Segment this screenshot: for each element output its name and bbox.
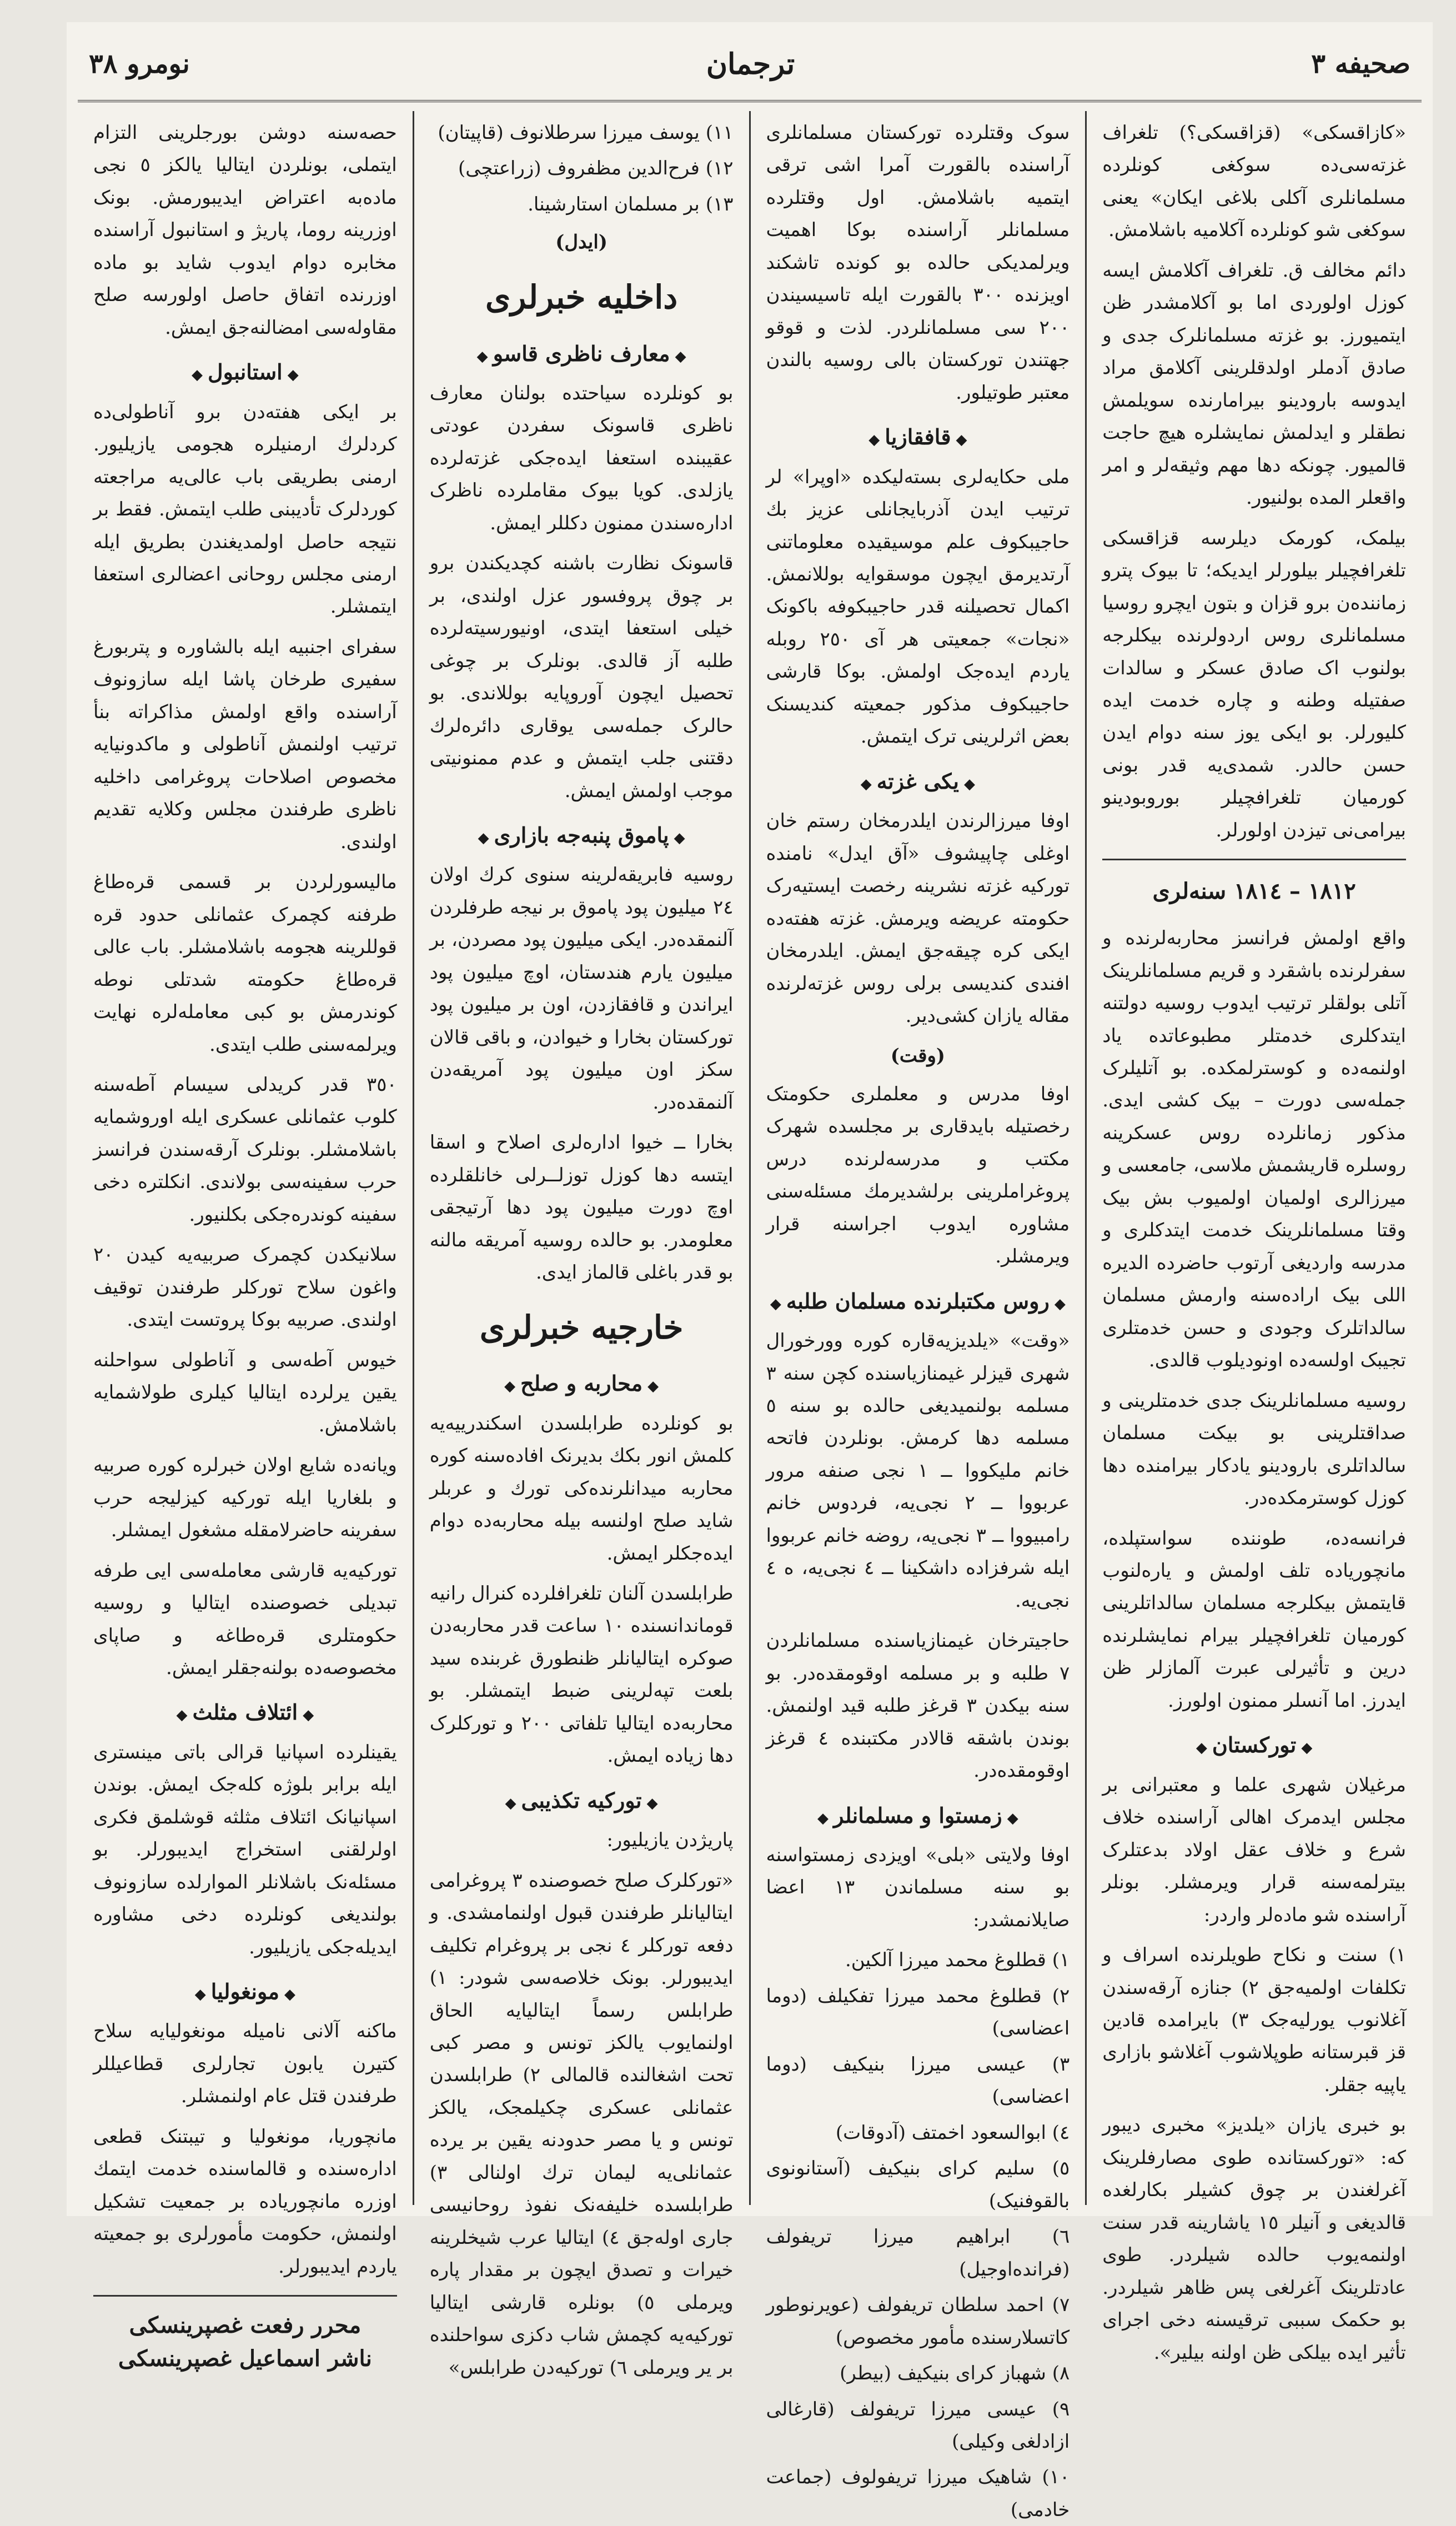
article-paragraph: اوفا مدرس و معلملری حکومتک رخصتیله بایدقاری بر مجلسده شهرک مکتب و مدرسه‌لرنده درس پروغراملرینی برلشدیرمك مسئله‌سنی مشاوره ایدوب اجراسنه قرار ویرمشلر. bbox=[766, 1082, 1070, 1268]
source-sign: (وقت) bbox=[890, 1045, 945, 1067]
section-subheading: ◆ معارف ناظری قاسو ◆ bbox=[430, 335, 734, 372]
columns bbox=[78, 111, 1422, 2521]
article-paragraph: «کازاقسکی» (قزاقسکی؟) تلغراف غزته‌سی‌ده سوکغی کونلرده مسلمانلری آکلی بلاغی ایکان» یعنی سوکغی شو کونلرده آکلامیه باشلامش. bbox=[1102, 122, 1406, 242]
issue-number: نومرو ٣٨ bbox=[89, 48, 190, 79]
article-paragraph: خیوس آطه‌سی و آناطولی سواحلنه یقین یرلرده ایتالیا کیلری طولاشمایه باشلامش. bbox=[93, 1349, 397, 1436]
article-paragraph: پاریژدن یازیلیور: bbox=[606, 1829, 734, 1852]
article-paragraph: «وقت» «یلدیزیه‌قاره کوره وورخورال شهری قیزلر غیمنازیاسنده کچن سنه ٣ مسلمه بولنمیدیغی حالده بو سنه ٥ مسلمه دها کرمش. بونلردن فاتحه خانم ملیکووا ــ ١ نجی صنفه مرور عربووا ــ ٢ نجی‌یه، فردوس خانم رامبیووا ــ ٣ نجی‌یه، روضه خانم عربووا ایله شرفزاده داشکینا ــ ٤ نجی‌یه، ه ٤ نجی‌یه. bbox=[766, 1330, 1070, 1612]
article-paragraph: ماکنه آلانی نامیله مونغولیایه سلاح کتیرن یابون تجارلری قطاعیللر طرفندن قتل عام اولنمشلر. bbox=[93, 2020, 397, 2108]
article-paragraph: مرغیلان شهری علما و معتبرانی بر مجلس ایدمرک اهالی آراسنده خلاف شرع و خلاف عقل اولاد بدعتلرک بیترلمه‌سنه قرار ویرمشلر. بونلر آراسنده شو ماده‌لر واردر: bbox=[1102, 1773, 1406, 1926]
article-paragraph: ملی حکایه‌لری بستەلیکده «اوپرا» لر ترتیب ایدن آذربایجانلی عزیز بك حاجیبکوف علم موسیقیده معلوماتنی آرتدیرمق ایچون موسقوایه بوللانمش. اکمال تحصیلنه قدر حاجیبکوفه باکونک «نجات» جمعیتی هر آی ٢٥٠ روبله یاردم ایده‌جک اولمش. بوکا قارشی حاجیبکوف مذکور جمعیته کندیسنک بعض اثرلرینی ترک ایتمش. bbox=[766, 465, 1070, 748]
article-paragraph: سوک وقتلرده توركستان مسلمانلری آراسنده بالقورت آمرا اشی ترقی ایتمیه باشلامش. اول وقتلرده مسلمانلر آراسنده بوکا اهمیت ویرلمدیکی حالده بو کونده تاشکند اویزنده ٣٠٠ بالقورت ایله تاسیسیندن ٢٠٠ سی مسلمانلردر. لذت و قوقو جهتندن توركستان بالی روسیه بالندن معتبر طوتیلور. bbox=[766, 122, 1070, 404]
masthead bbox=[67, 33, 1433, 94]
article-paragraph: ٣٥٠ قدر کریدلی سیسام آطه‌سنه کلوب عثمانلی عسکری ایله اوروشمایه باشلامشلر. بونلرک آرقه‌سندن فرانسز حرب سفینه‌سی بولاندی. انکلتره دخی سفینه کوندره‌جکی بکلنیور. bbox=[93, 1074, 397, 1226]
article-paragraph: «توركلرک صلح خصوصنده ٣ پروغرامی ایتالیانلر طرفندن قبول اولنمامشدی. و دفعه توركلر ٤ نجی بر پروغرام تکلیف ایدیبورلر. بونک خلاصه‌سی شودر: ١) طرابلس رسماً ایتالیایه الحاق اولنمایوب یالکز تونس و مصر کبی تحت اشغالنده قالمالی ٢) طرابلسدن عثمانلی عسکری چکیلمجک، یالکز تونس و یا مصر حدودنه یقین بر یرده عثمانلی‌یه لیمان ترك اولنالی ٣) طرابلسده خلیفه‌نک نفوذ روحانیسی جاری اوله‌جق ٤) ایتالیا عرب شیخلرینه خیرات و تصدق ایچون بر مقدار پاره ویرملی ٥) بونلره قارشی ایتالیا توركیه‌یه کچمش شاب دکزی سواحلنده بر یر ویرملی ٦) توركیه‌دن طرابلس» bbox=[429, 1869, 734, 2379]
section-subheading: ◆ توركستان ◆ bbox=[1102, 1727, 1406, 1763]
article-paragraph: بو کونلرده سیاحتده بولنان معارف ناظری قاسونک سفردن عودتی عقیبنده استعفا ایده‌جکی غزته‌لرده یازلدی. کویا بیوک مقاملرده ناظرک ادارەسندن ممنون دکللر ایمش. bbox=[429, 382, 734, 534]
article-paragraph: فرانسه‌ده، طوننده سواستپلده، مانچوریاده تلف اولمش و یارەلنوب قایتمش بیکلرجه مسلمان سالداتلرینی کورمیان تلغرافچیلر بیرام نمایشلرنده درین و تأثیرلی عبرت آلمازلر ظن ایدرز. اما آنسلر ممنون اولورز. bbox=[1102, 1527, 1406, 1712]
list-item: ١٣) بر مسلمان استارشینا. bbox=[528, 193, 734, 215]
column-3 bbox=[414, 111, 751, 2379]
article-paragraph: مانچوریا، مونغولیا و تیبتنک قطعی اداره‌سنده و قالماسنده خدمت ایتمك اوزره مانچوریاده بر جمعیت تشکیل اولنمش، حکومت مأمورلری بو جمعیته یاردم ایدیبورلر. bbox=[93, 2125, 397, 2278]
section-subheading: ◆ ائتلاف مثلث ◆ bbox=[93, 1694, 397, 1730]
masthead-rule bbox=[78, 100, 1422, 102]
list-item: ٩) عیسی میرزا تریفولف (قارغالی ازادلغی وکیلی) bbox=[766, 2398, 1070, 2453]
article-paragraph: قاسونک نظارت باشنه کچدیکندن برو بر چوق پروفسور عزل اولندی، بر خیلی استعفا ایتدی، اونیورسیته‌لرده طلبه آز قالدی. بونلرک بر چوغی تحصیل ایچون آوروپایه بوللاندی. بو حالرک جمله‌سی یوقاری دائره‌لرك دقتنی جلب ایتمش و عدم ممنونیتی موجب اولمش ایمش. bbox=[429, 552, 734, 802]
article-paragraph: سلانیکدن کچمرک صربیه‌یه کیدن ٢٠ واغون سلاح توركلر طرفندن توقیف اولندی. صربیه بوکا پروتست ایتدی. bbox=[93, 1244, 397, 1331]
article-paragraph: یقینلرده اسپانیا قرالی باتی مینستری ایله برابر بلوژه کله‌جک ایمش. بوندن اسپانیانک ائتلاف مثلثه قوشلمق فکری اولرلقنی استخراج ایدیبورلر. بو مسئله‌نک باشلانلر الموارلده سازونوف بولندیغی کونلرده دخی مشاوره ایدیله‌جکی یازیلیور. bbox=[93, 1741, 397, 1958]
column-1 bbox=[1087, 111, 1422, 2364]
article-paragraph: مالیسورلردن بر قسمی قره‌طاغ طرفنه کچمرک عثمانلی حدود قره قوللرینه هجومه باشلامشلر. باب عالی قره‌طاغ حکومته شدتلی نوطه کوندرمش بو کبی معامله‌لره نهایت ویرلمه‌سنی طلب ایتدی. bbox=[93, 871, 397, 1056]
list-item: ١) قطلوغ محمد میرزا آلکین. bbox=[845, 1949, 1070, 1972]
article-paragraph: بو کونلرده طرابلسدن اسکندرییه‌یه کلمش انور بکك بدیرنک افاده‌سنه کوره محاربه میدانلرنده‌کی تورك و عربلر شاید صلح اولنسه بیله محاربه‌ده دوام ایده‌جکلر ایمش. bbox=[429, 1412, 734, 1565]
source-sign: (ایدل) bbox=[555, 231, 607, 254]
article-paragraph: طرابلسدن آلنان تلغرافلرده کنرال رانیه قوماندانسنده ١٠ ساعت قدر محاربه‌دن صوکره ایتالیانلر ظنطورق غربنده سید بلعت تپه‌لرینی ضبط ایتمشلر. بو محاربه‌ده ایتالیا تلفاتی ٢٠٠ و توركلرک دها زیاده ایمش. bbox=[429, 1582, 734, 1767]
article-paragraph: بخارا ــ خیوا ادارەلری اصلاح و اسقا ایتسه دها کوزل توزلــرلی خانلقلرده اوچ دورت میلیون پود دها آرتیجقی معلومدر. بو حالده روسیه آمریقه مالنه بو قدر باغلی قالماز ایدی. bbox=[429, 1131, 734, 1284]
section-subheading: ◆ قافقازیا ◆ bbox=[766, 419, 1070, 455]
article-paragraph: سفرای اجنبیه ایله بالشاوره و پتربورغ سفیری طرخان پاشا ایله سازونوف آراسنده واقع اولمش مذاکراته بنأ ترتیب اولنمش آناطولی و ماکدونیایه مخصوص اصلاحات پروغرامی داخلیه ناظری طرفندن مجلس وکلایه تقدیم اولندی. bbox=[93, 635, 397, 853]
column-2 bbox=[751, 111, 1087, 2521]
column-4 bbox=[78, 111, 414, 2372]
article-paragraph: حصه‌سنه دوشن بورجلرینی التزام ایتملی، بونلردن ایتالیا یالکز ٥ نجی ماده‌به اعتراض ایدیبورمش. بونک اوزرینه روما، پاریژ و استانبول آراسنده مخابره دوام ایدوب شاید بو ماده اوزرنده اتفاق حاصل اولورسه صلح مقاوله‌سی امضالنه‌جق ایمش. bbox=[93, 122, 397, 339]
article-paragraph: اوفا ولایتی «بلی» اویزدی زمستواسنه بو سنه مسلماندن ١٣ اعضا صایلانمشدر: bbox=[766, 1844, 1070, 1931]
section-subheading: ◆ مونغولیا ◆ bbox=[93, 1973, 397, 2009]
article-paragraph: روسیه مسلمانلرینک جدی خدمتلرینی و صداقتلرینی بو بیکت مسلمان سالداتلری بارودینو یادکار بیرامنده دها کوزل کوسترمکده‌در. bbox=[1102, 1389, 1406, 1510]
article-paragraph: بر ایکی هفته‌دن برو آناطولی‌ده کردلرك ارمنیلره هجومی یازیلیور. ارمنی بطریقی باب عالی‌یه مراجعته کوردلرک تأدیبنی طلب ایتمش. فقط بر نتیجه حاصل اولمدیغندن بطریق ایله ارمنی مجلس روحانی اعضالری استعفا ایتمشلر. bbox=[93, 400, 397, 618]
list-item: ١) سنت و نکاح طویلرنده اسراف و تکلفات اولمیه‌جق ٢) جنازه آرقه‌سندن آغلانوب یورلیه‌جک ٣) بایرامده قادین قز قبرستانه طوپلاشوب آغلاشو بازاری یاپیه جقلر. bbox=[1102, 1944, 1407, 2096]
list-item: ١٢) فرح‌الدین مظفروف (زراعتچی) bbox=[458, 157, 734, 180]
list-item: ٣) عیسی میرزا بنیکیف (دوما اعضاسی) bbox=[766, 2053, 1070, 2108]
section-heading: داخلیه خبرلری bbox=[485, 278, 678, 316]
section-subheading: ◆ روس مکتبلرنده مسلمان طلبه ◆ bbox=[766, 1283, 1070, 1319]
editor-signature: محرر رفعت غصپرینسکی bbox=[129, 2312, 362, 2339]
section-subheading: ◆ استانبول ◆ bbox=[93, 354, 397, 390]
year-heading: ١٨١٢ – ١٨١٤ سنه‌لری bbox=[1152, 878, 1356, 905]
section-subheading: ◆ محاربه و صلح ◆ bbox=[430, 1365, 734, 1401]
article-paragraph: ویانه‌ده شایع اولان خبرلره کوره صربیه و بلغاریا ایله توركیه کیزلیجه حرب سفرینه حاضرلامقله مشغول ایمشلر. bbox=[93, 1454, 397, 1542]
section-subheading: ◆ زمستوا و مسلمانلر ◆ bbox=[766, 1797, 1070, 1833]
section-heading: خارجیه خبرلری bbox=[479, 1308, 684, 1346]
newspaper-title: ترجمان bbox=[706, 47, 795, 81]
divider bbox=[93, 2295, 397, 2297]
article-paragraph: بیلمک، کورمک دیلرسه قزاقسکی تلغرافچیلر بیلورلر ایدیکه؛ تا بیوک پترو زماننده‌ن برو قزان و بتون ایچرو روسیا مسلمانلری روس اردولرنده بیکلرجه بولنوب اک صادق عسکر و سالدات صفتیله وطنه و چاره خدمت ایده کلیورلر. بو ایکی یوز سنه دوام ایدن حسن حالدر. شمدی‌یه قدر بونی کورمیان تلغرافچیلر بوروبودینو بیرامی‌نی تیزدن اولورلر. bbox=[1102, 527, 1406, 841]
list-item: ٥) سلیم کرای بنیکیف (آستانونوی بالقوفنیک) bbox=[766, 2157, 1070, 2212]
section-subheading: ◆ تورکیه تکذیبی ◆ bbox=[430, 1782, 734, 1818]
list-item: ٨) شهباز کرای بنیکیف (بیطر) bbox=[840, 2362, 1070, 2385]
section-subheading: ◆ پاموق پنبه‌جه بازاری ◆ bbox=[430, 817, 734, 853]
article-paragraph: واقع اولمش فرانسز محاربه‌لرنده و سفرلرنده باشقرد و قریم مسلمانلرینک آتلی بولقلر ترتیب ایدوب روسیه دولتنه ایتدکلری خدمتلر مطبوعاتده یاد اولنمه‌ده و کوسترلمکده. بو آتلیلرک جمله‌سی دورت – بیک کشی ایدی. مذکور زمانلرده روس عسکرینه روسلره قاریشمش ملاسی، جامعسی و میرزالری اولمیان اولمیوب بش بیک وقتا مسلمانلرینک خدمت ایتدکلری و مدرسه واردیغی آرتوب حاضرده الدیره اللی بیک اراده‌سنه وارمش مسلمان سالداتلرک وجودی و حسن خدمتلری تجیبک اولسه‌ده اونودیلوب قالدی. bbox=[1102, 927, 1406, 1372]
page-number: صحیفه ٣ bbox=[1311, 48, 1410, 79]
divider bbox=[1102, 859, 1406, 860]
list-item: ٧) احمد سلطان تریفولف (عویرنوطور کاتسلارسنده مأمور مخصوص) bbox=[766, 2294, 1070, 2349]
article-paragraph: روسیه فابریقه‌لرینه سنوی کرك اولان ٢٤ میلیون پود پاموق بر نیجه طرفلردن آلنمقده‌در. ایکی میلیون پود مصردن، بر میلیون یارم هندستان، اوچ میلیون پود ایراندن و قافقازدن، اون بر میلیون پود توركستان بخارا و خیوادن، و باقی قالان سکز اون میلیون پود آمریقه‌دن آلنمقده‌در. bbox=[429, 864, 734, 1114]
article-paragraph: توركیه‌یه قارشی معامله‌سی ایی طرفه تبدیلی خصوصنده ایتالیا و روسیه حکومتلری قره‌طاغه و صاپای مخصوصه‌ده بولنه‌جقلر ایمش. bbox=[93, 1559, 397, 1679]
publisher-signature: ناشر اسماعیل غصپرینسکی bbox=[118, 2345, 372, 2372]
newspaper-page bbox=[67, 22, 1433, 2521]
list-item: ٢) قطلوغ محمد میرزا تفکیلف (دوما اعضاسی) bbox=[766, 1984, 1070, 2040]
list-item: ٦) ابراهیم میرزا تریفولف (فرانده‌اوجیل) bbox=[766, 2226, 1070, 2281]
article-paragraph: بو خبری یازان «یلدیز» مخبری دیبور که: «توركستانده طوی مصارفلرینک آغرلغندن بر چوق کشیلر بکارلغده قالدیغی و آنیلر ١٥ یاشارینه قدر سنت اولنمه‌یوب حالده شیلردر. طوی عادتلرینک آغرلغی پس ظاهر شیلردر. بو حکمک سببی ترقیسنه دخی اجرای تأثیر ایده بیلکی ظن اولنه بیلیر». bbox=[1102, 2114, 1406, 2364]
article-paragraph: حاجیترخان غیمنازیاسنده مسلمانلردن ٧ طلبه و بر مسلمه اوقومقده‌در. بو سنه بیکدن ٣ قرغز طلبه قید اولنمش. بوندن باشقه قالادر مکتبنده ٤ قرغز اوقومقده‌در. bbox=[766, 1630, 1070, 1782]
list-item: ١١) یوسف میرزا سرطلانوف (قاپیتان) bbox=[438, 122, 734, 144]
article-paragraph: اوفا میرزالرندن ایلدرمخان رستم خان اوغلی چاپیشوف «آق ایدل» نامنده توركیه غزته نشرینه رخصت ایستیەرک حکومته عریضه ویرمش. غزته هفته‌ده ایکی کره چیقه‌جق ایمش. ایلدرمخان افندی کندیسی برلی روس غزته‌لرنده مقاله یازان کشی‌دیر. bbox=[766, 810, 1070, 1027]
article-paragraph: دائم مخالف ق. تلغراف آکلامش ایسه کوزل اولوردی اما بو آکلامشدر ظن ایتمیورز. بو غزته مسلمانلرک جدی و صادق آدملر اولدقلرینی آکلامق مراد ایدوسه بارودینو بیرامارنده سویلمش نطقلر و ایدلمش نمایشلره هیچ حاجت قالمیور. چونکه دها مهم وثیقه‌لر و امر واقعلر المده بولنیور. bbox=[1102, 259, 1406, 509]
list-item: ١٠) شاهیک میرزا تریفولوف (جماعت خادمی) bbox=[766, 2466, 1070, 2521]
section-subheading: ◆ یکی غزته ◆ bbox=[766, 763, 1070, 799]
list-item: ٤) ابوالسعود اخمتف (آدوقات) bbox=[835, 2121, 1070, 2144]
